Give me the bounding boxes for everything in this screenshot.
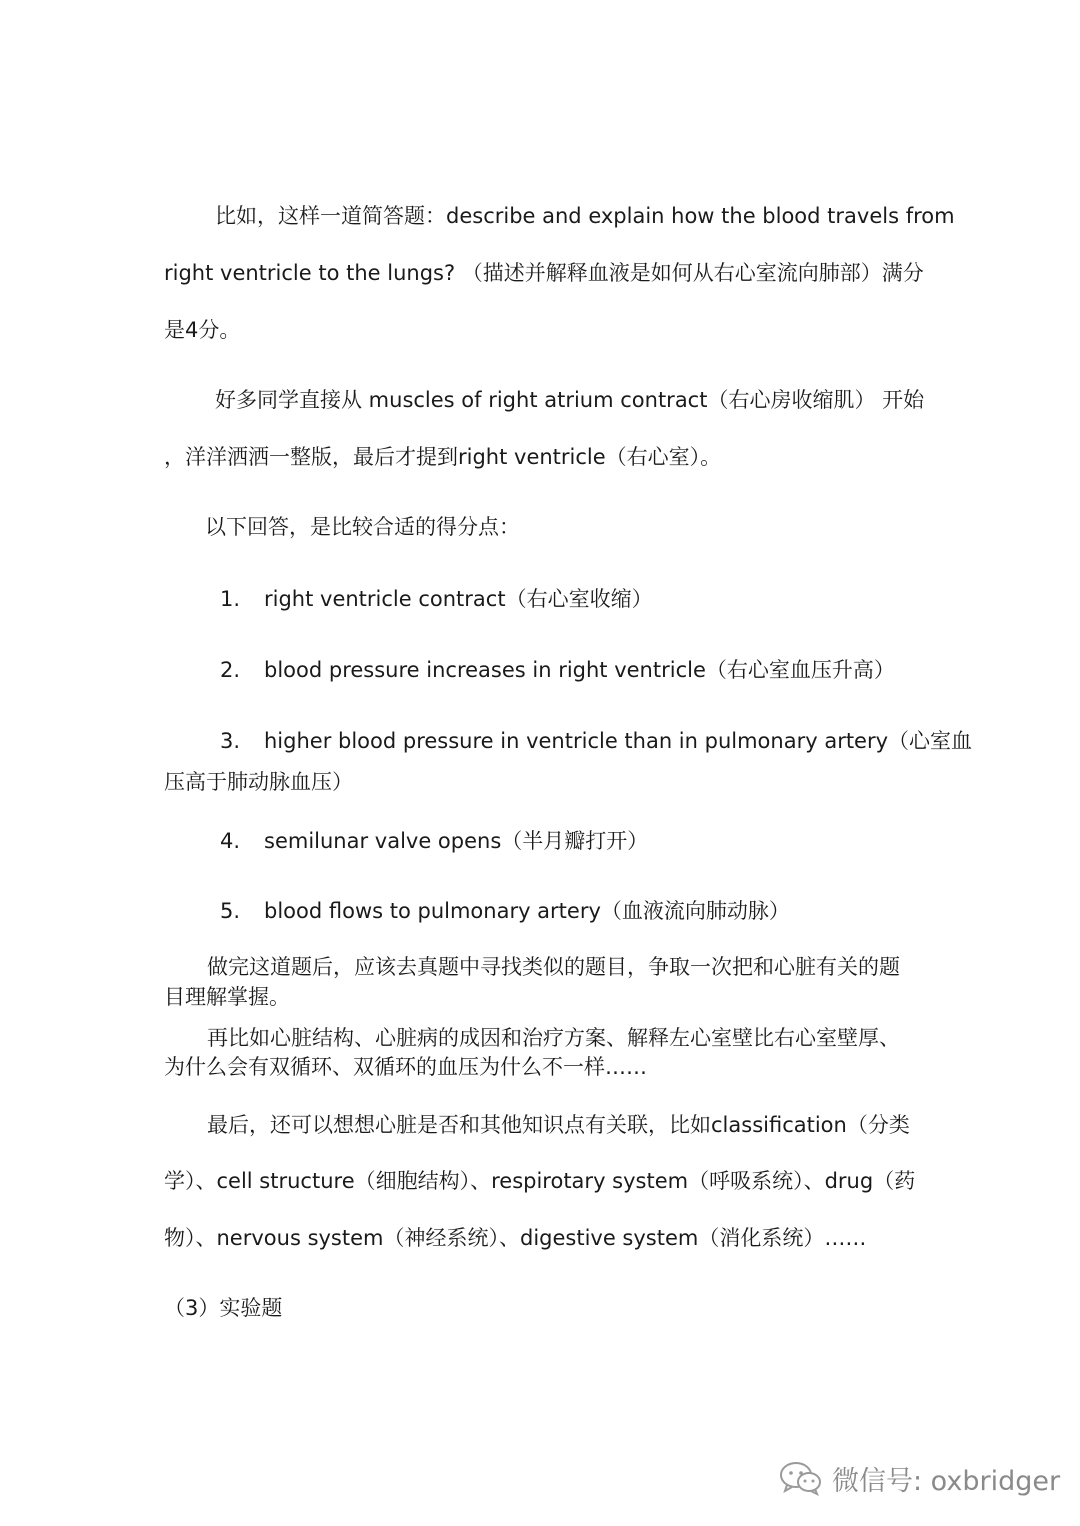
answer-point-number: 1. — [220, 587, 241, 611]
mistake-line-2: ，洋洋洒洒一整版，最后才提到right ventricle（右心室）。 — [164, 445, 722, 469]
followup-p3-line-2: 学）、cell structure（细胞结构）、respirotary system（呼吸系统）、drug（药 — [164, 1169, 916, 1193]
answer-point-number: 5. — [220, 899, 241, 923]
answer-point-text: blood flows to pulmonary artery（血液流向肺动脉） — [264, 899, 790, 923]
answer-point-text: higher blood pressure in ventricle than in pulmonary artery（心室血 — [264, 729, 973, 753]
followup-p2-line-2: 为什么会有双循环、双循环的血压为什么不一样…… — [164, 1055, 647, 1079]
answer-point-text: right ventricle contract（右心室收缩） — [264, 587, 653, 611]
intro-line-1: 比如，这样一道简答题：describe and explain how the blood travels from — [215, 204, 955, 228]
answer-point-text: semilunar valve opens（半月瓣打开） — [264, 829, 649, 853]
followup-p3-line-3: 物）、nervous system（神经系统）、digestive system（消化系统）…… — [164, 1226, 867, 1250]
answer-point-continuation: 压高于肺动脉血压） — [164, 770, 353, 794]
answer-point-number: 2. — [220, 658, 241, 682]
mistake-line-1: 好多同学直接从 muscles of right atrium contract（右心房收缩肌） 开始 — [215, 388, 925, 412]
answer-point-number: 3. — [220, 729, 241, 753]
section-heading: （3）实验题 — [164, 1296, 283, 1320]
intro-line-2: right ventricle to the lungs? （描述并解释血液是如何从右心室流向肺部）满分 — [164, 261, 924, 285]
watermark-text: 微信号: oxbridger — [832, 1465, 1061, 1497]
watermark — [778, 1458, 1060, 1498]
answer-point-number: 4. — [220, 829, 241, 853]
answer-point-text: blood pressure increases in right ventricle（右心室血压升高） — [264, 658, 895, 682]
followup-p2-line-1: 再比如心脏结构、心脏病的成因和治疗方案、解释左心室壁比右心室壁厚、 — [207, 1026, 900, 1050]
followup-p1-line-1: 做完这道题后，应该去真题中寻找类似的题目，争取一次把和心脏有关的题 — [207, 955, 900, 979]
wechat-icon — [778, 1460, 824, 1496]
followup-p1-line-2: 目理解掌握。 — [164, 985, 290, 1009]
intro-line-3: 是4分。 — [164, 318, 241, 342]
followup-p3-line-1: 最后，还可以想想心脏是否和其他知识点有关联，比如classification（分类 — [207, 1113, 910, 1137]
lead-line: 以下回答，是比较合适的得分点： — [205, 515, 520, 539]
